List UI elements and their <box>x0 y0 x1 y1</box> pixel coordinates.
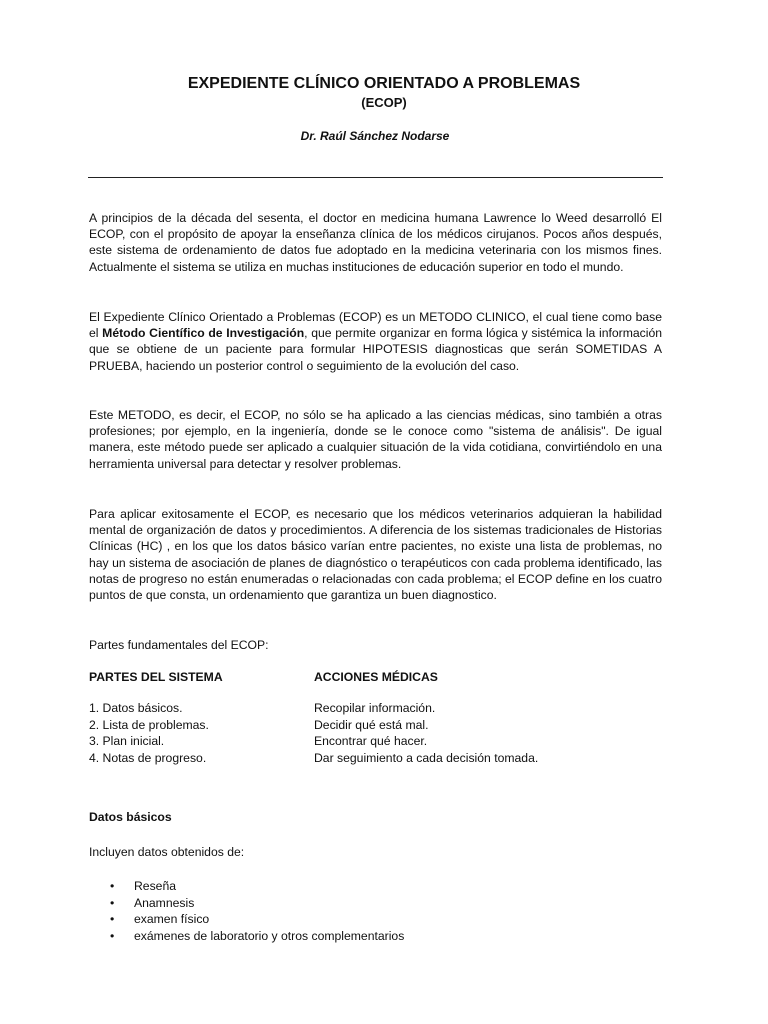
parts-list-item: 1. Datos básicos. <box>89 701 183 715</box>
bullet-list <box>110 878 404 944</box>
actions-list-item: Encontrar qué hacer. <box>314 734 428 749</box>
bullet-text: Reseña <box>134 879 177 893</box>
parts-list-item: 2. Lista de problemas. <box>89 717 209 732</box>
bullet-item <box>110 928 404 945</box>
paragraph-2-text-a: El Expediente Clínico Orientado a Problemas (ECOP) es un METODO CLINICO, el cual tiene como base el <box>89 310 662 341</box>
paragraph-5: Partes fundamentales del ECOP: <box>89 638 269 652</box>
bullet-icon: • <box>110 928 115 943</box>
paragraph-2-bold: Método Científico de Investigación <box>102 326 305 341</box>
bullet-item <box>110 911 404 928</box>
document-title: EXPEDIENTE CLÍNICO ORIENTADO A PROBLEMAS <box>187 75 581 92</box>
section-intro: Incluyen datos obtenidos de: <box>89 845 245 859</box>
bullet-text: examen físico <box>134 912 210 927</box>
actions-list-item: Dar seguimiento a cada decisión tomada. <box>314 750 539 765</box>
bullet-icon: • <box>110 912 115 927</box>
parts-list <box>89 700 209 766</box>
document-subtitle: (ECOP) <box>361 95 407 110</box>
section-heading: Datos básicos <box>89 810 172 824</box>
author-name: Dr. Raúl Sánchez Nodarse <box>300 129 450 143</box>
table-header-actions: ACCIONES MÉDICAS <box>314 670 438 684</box>
bullet-text: Anamnesis <box>134 895 195 910</box>
actions-list <box>314 700 538 766</box>
paragraph-3: Este METODO, es decir, el ECOP, no sólo se ha aplicado a las ciencias médicas, sino también a otras profesiones; por ejemplo, en la ingeniería, donde se le conoce como "sistema de análisis". De igual manera, este método puede ser aplicado a cualquier situación de la vida cotidiana, convirtiéndolo en una herramienta universal para detectar y resolver problemas. <box>89 408 662 471</box>
actions-list-item: Decidir qué está mal. <box>314 717 429 732</box>
parts-list-item: 4. Notas de progreso. <box>89 750 207 765</box>
table-header-parts: PARTES DEL SISTEMA <box>89 670 223 684</box>
bullet-text: exámenes de laboratorio y otros complementarios <box>134 928 405 943</box>
paragraph-1: A principios de la década del sesenta, el doctor en medicina humana Lawrence lo Weed desarrolló El ECOP, con el propósito de apoyar la enseñanza clínica de los médicos cirujanos. Pocos años después, este sistema de ordenamiento de datos fue adoptado en la medicina veterinaria con los mismos fines. Actualmente el sistema se utiliza en muchas instituciones de educación superior en todo el mundo. <box>89 211 662 274</box>
paragraph-2 <box>89 309 662 374</box>
paragraph-2-text-b: , que permite organizar en forma lógica y sistémica la información que se obtiene de un paciente para formular HIPOTESIS diagnosticas que serán SOMETIDAS A PRUEBA, haciendo un posterior control o seguimiento de la evolución del caso. <box>89 326 662 373</box>
bullet-icon: • <box>110 879 115 893</box>
actions-list-item: Recopilar información. <box>314 701 436 715</box>
bullet-item <box>110 878 404 895</box>
paragraph-4: Para aplicar exitosamente el ECOP, es necesario que los médicos veterinarios adquieran la habilidad mental de organización de datos y procedimientos. A diferencia de los sistemas tradicionales de Historias Clínicas (HC) , en los que los datos básico varían entre pacientes, no existe una lista de problemas, no hay un sistema de asociación de planes de diagnóstico o terapéuticos con cada problema identificado, las notas de progreso no están enumeradas o relacionadas con cada problema; el ECOP define en los cuatro puntos de que consta, un ordenamiento que garantiza un buen diagnostico. <box>89 507 662 603</box>
header-divider <box>88 177 663 178</box>
bullet-icon: • <box>110 895 115 910</box>
parts-list-item: 3. Plan inicial. <box>89 734 165 749</box>
bullet-item <box>110 895 404 912</box>
